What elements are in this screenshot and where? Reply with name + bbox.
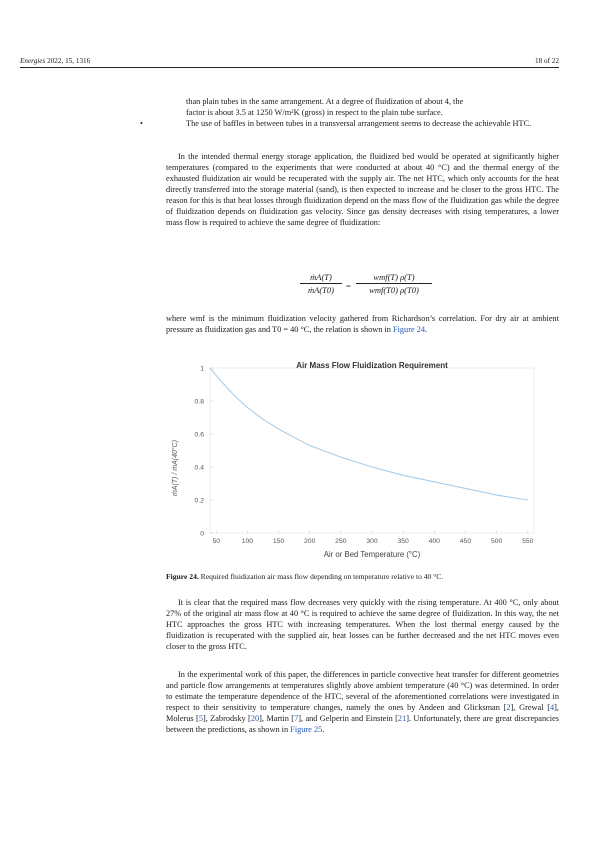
bullet-text: The use of baffles in between tubes in a transversal arrangement seems to decrease the achievable HTC. [186,119,532,128]
paragraph-2-text [166,313,559,335]
paragraph-4-part-h: . [322,725,325,734]
y-tick-label: 0.8 [194,398,204,406]
running-header-citation [20,57,90,65]
figure-24-link[interactable]: Figure 24 [392,325,426,334]
page-number: 18 of 22 [535,57,559,65]
chart-title: Air Mass Flow Fluidization Requirement [296,361,448,370]
paragraph-4-part-b: ], Grewal [ [510,703,550,712]
equation-lhs [300,272,342,295]
y-tick-label: 0.6 [194,431,204,439]
ref-4-link[interactable]: 4 [550,703,555,712]
y-tick-label: 1 [200,365,204,373]
caption-text: Required fluidization air mass flow depending on temperature relative to 40 °C. [198,572,444,581]
x-tick-label: 250 [335,538,347,545]
x-tick-label: 550 [522,538,534,545]
paragraph-4 [166,669,559,735]
equation-rhs-denominator: wmf(T0) ρ(T0) [369,285,419,295]
header-rule [20,67,559,68]
bullet-dot: • [140,119,143,128]
plot-area [210,368,534,533]
equation [300,272,440,304]
y-tick-label: 0.4 [194,464,204,472]
paragraph-2 [166,313,559,335]
y-tick-label: 0.2 [194,497,204,505]
equation-rhs-numerator: wmf(T) ρ(T) [356,272,432,284]
paragraph-4-part-a: In the experimental work of this paper, the differences in particle convective heat transfer for different geometries and particle flow arrangements at temperatures slightly above ambient temperature (40 °C) was determined. In order to estimate the temperature dependence of the HTC, several of the aforementioned correlations were investigated in respect to their sensitivity to temperature changes, namely the ones by Andeen and Glicksman [ [166,670,559,712]
paragraph-3-text: It is clear that the required mass flow decreases very quickly with the rising temperature. At 400 °C, only about 27% of the original air mass flow at 40 °C is required to achieve the same degree of fluidization. In this way, the net HTC approaches the gross HTC with increasing temperatures. When the lost thermal energy caused by the fluidization is recuperated with the supplied air, heat losses can be further decreased and the net HTC moves even closer to the gross HTC. [166,598,559,651]
figure-24-caption [166,572,559,581]
journal-name: Energies [20,57,46,65]
year-volume-page: 2022, 15, 1316 [45,57,91,65]
figure-24-chart [164,356,544,561]
paragraph-4-part-g: ]. Unfortunately, there are great discrepancies between the predictions, as shown in [166,714,560,734]
y-tick-label: 0 [200,530,204,538]
paragraph-2-part-b: . [425,325,428,334]
x-tick-label: 350 [397,538,409,545]
paragraph-4-part-d: ], Zabrodsky [ [202,714,251,723]
y-axis-label: ṁA(T) / ṁA(40°C) [172,439,179,497]
paragraph-4-part-f: ], and Gelperin and Einstein [ [298,714,398,723]
continuation-line-2: factor is about 3.5 at 1250 W/m²K (gross) in respect to the plain tube surface. [186,108,443,117]
paragraph-4-text [166,669,559,735]
ref-20-link[interactable]: 20 [250,714,260,723]
equation-lhs-denominator: ṁA(T0) [308,285,334,295]
paragraph-3 [166,597,559,652]
x-tick-label: 100 [241,538,254,545]
x-tick-label: 300 [366,538,378,545]
paragraph-2-part-a: where wmf is the minimum fluidization velocity gathered from Richardson’s correlation. For dry air at ambient pressure as fluidization gas and T0 = 40 °C, the relation is shown in [166,314,559,334]
equation-equals: = [346,281,351,291]
caption-label: Figure 24. [166,572,199,581]
continuation-line-1: than plain tubes in the same arrangement. At a degree of fluidization of about 4, the [186,97,464,106]
paragraph-1 [166,151,559,228]
figure-25-link[interactable]: Figure 25 [290,725,323,734]
bullet-continuation [140,96,559,129]
ref-5-link[interactable]: 5 [198,714,203,723]
x-tick-label: 400 [428,538,440,545]
ref-2-link[interactable]: 2 [506,703,511,712]
equation-rhs [356,272,432,295]
x-tick-label: 450 [459,538,472,545]
paragraph-1-text: In the intended thermal energy storage application, the fluidized bed would be operated at significantly higher temperatures (compared to the experiments that were conducted at about 40 °C) and the thermal energy of the exhausted fluidization air would be recuperated with the supply air. The net HTC, which only accounts for the heat directly transferred into the storage material (sand), is then expected to increase and be closer to the gross HTC. The reason for this is that heat losses through fluidization depend on the mass flow of the fluidization gas while the degree of fluidization depends on fluidization gas velocity. Since gas density decreases with rising temperatures, a lower mass flow is required to achieve the same degree of fluidization: [166,152,559,227]
x-tick-label: 200 [304,538,316,545]
ref-21-link[interactable]: 21 [397,714,407,723]
paragraph-4-part-e: ], Martin [ [259,714,295,723]
bullet-item [140,118,559,129]
equation-lhs-numerator: ṁA(T) [300,272,342,284]
paragraph-4-part-c: ], Molerus [ [166,703,559,723]
ref-7-link[interactable]: 7 [294,714,299,723]
x-axis-label: Air or Bed Temperature (°C) [323,550,421,559]
x-tick-label: 50 [212,538,221,545]
x-tick-label: 500 [490,538,503,545]
x-tick-label: 150 [272,538,285,545]
